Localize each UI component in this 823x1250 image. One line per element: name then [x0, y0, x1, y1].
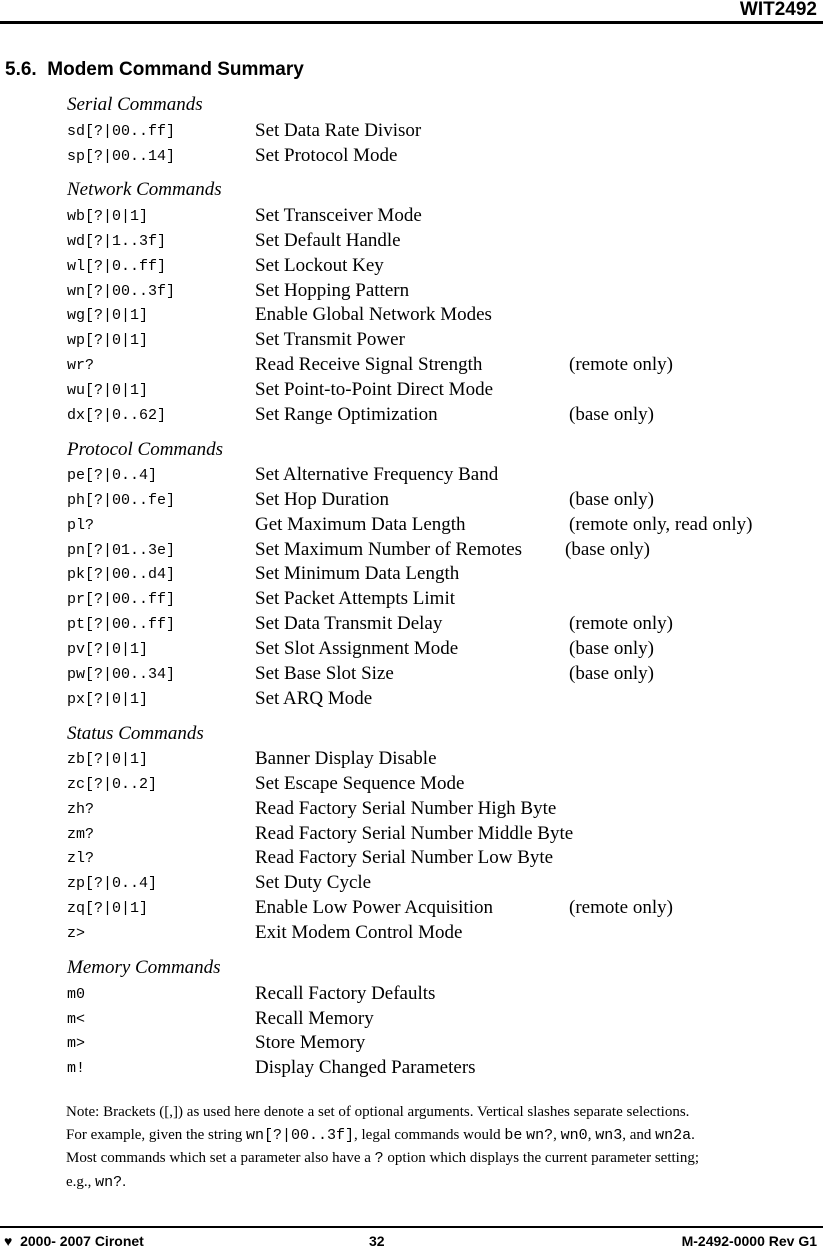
command-syntax: z> — [67, 924, 86, 942]
command-note: (remote only) — [569, 354, 673, 376]
command-note: (base only) — [565, 538, 650, 560]
command-syntax: px[?|0|1] — [67, 690, 149, 708]
command-row — [0, 304, 823, 328]
document-header-title: WIT2492 — [739, 0, 817, 20]
command-description: Read Factory Serial Number High Byte — [255, 797, 557, 819]
command-row — [0, 255, 823, 279]
code-sample: wn0 — [560, 1126, 588, 1144]
command-row — [0, 280, 823, 304]
command-row — [0, 798, 823, 822]
command-syntax: wn[?|00..3f] — [67, 282, 176, 300]
category-memory: Memory Commands — [67, 957, 221, 978]
command-syntax: pk[?|00..d4] — [67, 566, 176, 584]
footnote-line: Note: Brackets ([,]) as used here denote a set of optional arguments. Vertical slashes separate selections. — [66, 1104, 690, 1120]
command-row — [0, 464, 823, 488]
code-sample: be — [504, 1126, 523, 1144]
command-description: Set Minimum Data Length — [255, 563, 460, 585]
footer-rule — [0, 1226, 823, 1228]
command-note: (base only) — [569, 662, 654, 684]
command-row — [0, 823, 823, 847]
command-syntax: sd[?|00..ff] — [67, 123, 176, 140]
code-sample: wn2a — [655, 1126, 692, 1144]
command-description: Set Data Rate Divisor — [255, 120, 422, 141]
command-description: Set Transmit Power — [255, 329, 405, 351]
command-row — [0, 773, 823, 797]
footnote-text: For example, given the string — [66, 1126, 246, 1143]
command-row — [0, 379, 823, 403]
page-number: 32 — [369, 1233, 385, 1249]
command-row — [0, 663, 823, 687]
command-row — [0, 145, 823, 169]
command-description: Set Default Handle — [255, 229, 401, 251]
command-row — [0, 1032, 823, 1056]
category-status: Status Commands — [67, 723, 204, 744]
command-description: Set Base Slot Size — [255, 662, 394, 684]
command-row — [0, 205, 823, 229]
command-description: Set Range Optimization — [255, 403, 438, 425]
section-heading: Modem Command Summary — [47, 59, 304, 80]
command-row — [0, 230, 823, 254]
footnote — [66, 1101, 806, 1194]
command-syntax: wu[?|0|1] — [67, 381, 149, 399]
footnote-text: . — [122, 1173, 126, 1190]
command-row — [0, 539, 823, 563]
command-syntax: wd[?|1..3f] — [67, 232, 167, 250]
command-syntax: wr? — [67, 357, 95, 375]
command-description: Set Hopping Pattern — [255, 279, 410, 301]
command-row — [0, 120, 823, 144]
command-description: Store Memory — [255, 1032, 366, 1053]
command-description: Set Hop Duration — [255, 488, 390, 510]
footnote-text: option which displays the current parameter setting; — [383, 1150, 700, 1166]
command-syntax: pt[?|00..ff] — [67, 616, 176, 634]
command-row — [0, 872, 823, 896]
command-syntax: zb[?|0|1] — [67, 751, 149, 768]
command-description: Enable Global Network Modes — [255, 304, 492, 326]
category-protocol: Protocol Commands — [67, 439, 224, 460]
command-note: (base only) — [569, 403, 654, 425]
command-description: Exit Modem Control Mode — [255, 921, 463, 943]
command-description: Display Changed Parameters — [255, 1056, 476, 1078]
command-syntax: ph[?|00..fe] — [67, 491, 176, 509]
command-syntax: m> — [67, 1035, 86, 1052]
code-sample: wn? — [526, 1126, 554, 1144]
command-syntax: pn[?|01..3e] — [67, 541, 176, 559]
command-note: (base only) — [569, 488, 654, 510]
section-title — [5, 59, 304, 81]
command-syntax: pr[?|00..ff] — [67, 591, 176, 609]
command-row — [0, 354, 823, 378]
command-description: Banner Display Disable — [255, 748, 437, 769]
footnote-text: e.g., — [66, 1173, 96, 1190]
command-syntax: m< — [67, 1010, 86, 1028]
document-revision: M-2492-0000 Rev G1 — [681, 1233, 817, 1249]
command-row — [0, 404, 823, 428]
header-rule — [0, 21, 823, 24]
command-description: Set Alternative Frequency Band — [255, 464, 499, 485]
command-syntax: pv[?|0|1] — [67, 640, 149, 658]
command-description: Read Factory Serial Number Low Byte — [255, 847, 554, 869]
command-description: Read Receive Signal Strength — [255, 354, 483, 376]
command-syntax: sp[?|00..14] — [67, 147, 176, 165]
command-row — [0, 748, 823, 772]
command-row — [0, 588, 823, 612]
command-note: (remote only) — [569, 613, 673, 635]
command-syntax: m! — [67, 1059, 86, 1077]
command-row — [0, 489, 823, 513]
command-row — [0, 613, 823, 637]
command-syntax: dx[?|0..62] — [67, 406, 167, 424]
command-row — [0, 688, 823, 712]
section-number: 5.6. — [5, 59, 37, 80]
command-syntax: pw[?|00..34] — [67, 665, 176, 683]
command-row — [0, 1057, 823, 1081]
command-description: Recall Factory Defaults — [255, 983, 436, 1004]
code-sample: wn[?|00..3f] — [245, 1126, 354, 1144]
command-syntax: pl? — [67, 516, 95, 534]
footer-copyright: ♥ 2000- 2007 Cironet — [4, 1233, 144, 1249]
command-description: Recall Memory — [255, 1007, 374, 1029]
command-note: (remote only, read only) — [569, 513, 753, 535]
command-description: Read Factory Serial Number Middle Byte — [255, 822, 574, 844]
command-syntax: m0 — [67, 986, 86, 1003]
command-syntax: zq[?|0|1] — [67, 900, 149, 918]
category-network: Network Commands — [67, 179, 222, 200]
footnote-text: , and — [622, 1126, 656, 1143]
command-description: Set Escape Sequence Mode — [255, 772, 465, 794]
footnote-line — [66, 1147, 806, 1171]
command-syntax: zc[?|0..2] — [67, 775, 158, 793]
command-syntax: zm? — [67, 825, 95, 843]
command-row — [0, 847, 823, 871]
command-syntax: zl? — [67, 850, 95, 868]
footnote-line — [66, 1171, 806, 1195]
command-description: Set Protocol Mode — [255, 144, 398, 166]
command-description: Set ARQ Mode — [255, 687, 373, 709]
command-description: Set Slot Assignment Mode — [255, 637, 459, 659]
command-row — [0, 1008, 823, 1032]
command-syntax: zp[?|0..4] — [67, 875, 158, 893]
command-syntax: pe[?|0..4] — [67, 467, 158, 484]
footnote-text: , legal commands would — [354, 1126, 505, 1143]
code-sample: wn? — [95, 1173, 123, 1191]
command-description: Set Lockout Key — [255, 254, 384, 276]
command-note: (remote only) — [569, 897, 673, 919]
footnote-text: Most commands which set a parameter also have a — [66, 1150, 375, 1166]
command-row — [0, 514, 823, 538]
command-syntax: wp[?|0|1] — [67, 332, 149, 350]
command-syntax: wb[?|0|1] — [67, 208, 149, 225]
command-description: Set Packet Attempts Limit — [255, 588, 456, 610]
command-description: Set Data Transmit Delay — [255, 613, 443, 635]
command-row — [0, 983, 823, 1007]
command-description: Get Maximum Data Length — [255, 513, 466, 535]
command-row — [0, 922, 823, 946]
footnote-line: For example, given the string wn[?|00..3f], legal commands would be wn?, wn0, wn3, and wn2a. — [66, 1126, 695, 1144]
code-sample: wn3 — [595, 1126, 623, 1144]
command-syntax: wl[?|0..ff] — [67, 257, 167, 275]
command-description: Set Maximum Number of Remotes — [255, 538, 523, 560]
code-sample: ? — [374, 1150, 384, 1167]
command-syntax: zh? — [67, 800, 95, 818]
command-description: Set Transceiver Mode — [255, 205, 422, 226]
command-row — [0, 638, 823, 662]
command-note: (base only) — [569, 637, 654, 659]
category-serial: Serial Commands — [67, 94, 203, 115]
command-description: Set Duty Cycle — [255, 872, 372, 894]
command-description: Set Point-to-Point Direct Mode — [255, 378, 494, 400]
command-row — [0, 897, 823, 921]
command-syntax: wg[?|0|1] — [67, 307, 149, 325]
command-description: Enable Low Power Acquisition — [255, 897, 493, 919]
command-row — [0, 563, 823, 587]
command-row — [0, 329, 823, 353]
